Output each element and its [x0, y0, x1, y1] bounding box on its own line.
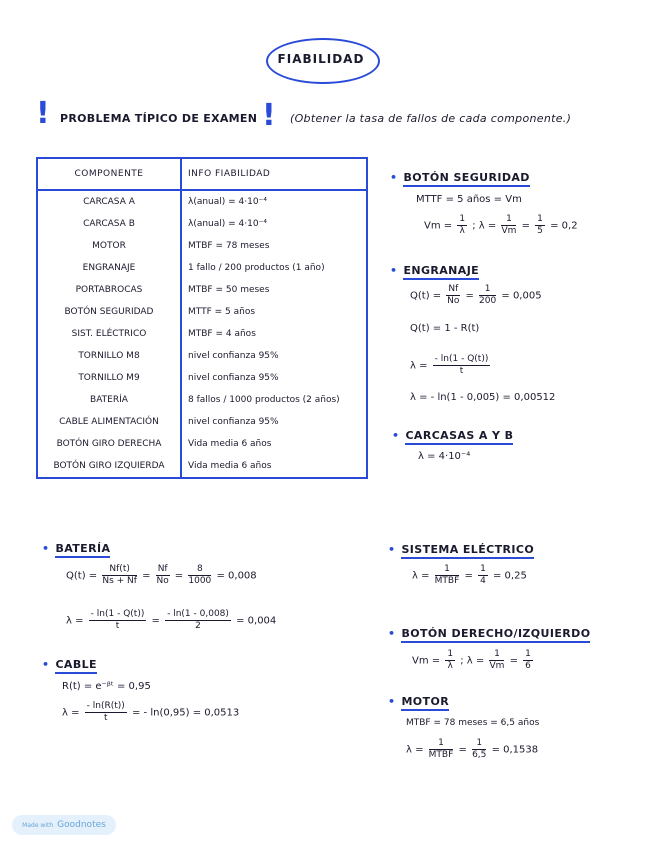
heading-boton-seguridad: BOTÓN SEGURIDAD: [403, 171, 529, 187]
heading-engranaje: ENGRANAJE: [403, 264, 479, 280]
section-motor: • MOTOR: [388, 695, 449, 708]
table-row: [37, 213, 367, 235]
table-row: [37, 235, 367, 257]
problem-title: PROBLEMA TÍPICO DE EXAMEN: [60, 112, 258, 125]
bs-line2: Vm = $\frac{1}{\lambda}$ ; λ = $\frac{1}{Vm}$ = $\frac{1}{5}$ = 0,2: [424, 214, 578, 236]
table-row: [37, 345, 367, 367]
eng-line4: λ = - ln(1 - 0,005) = 0,00512: [410, 392, 556, 403]
table-row: [37, 455, 367, 478]
section-cable: • CABLE: [42, 658, 97, 671]
heading-motor: MOTOR: [401, 695, 449, 711]
component-cell: BATERÍA: [37, 389, 181, 411]
problem-header: [36, 96, 50, 131]
table-row: [37, 257, 367, 279]
carcasas-line1: λ = 4·10⁻⁴: [418, 451, 471, 462]
eng-line2: Q(t) = 1 - R(t): [410, 323, 480, 334]
table-row: [37, 411, 367, 433]
info-cell: MTBF = 4 años: [188, 329, 256, 339]
info-cell: Vida media 6 años: [188, 439, 272, 449]
section-boton-giro: • BOTÓN DERECHO/IZQUIERDO: [388, 627, 590, 640]
info-cell: 8 fallos / 1000 productos (2 años): [188, 395, 340, 405]
table-header-row: [37, 158, 367, 190]
page-title: FIABILIDAD: [277, 52, 365, 66]
info-cell: 1 fallo / 200 productos (1 año): [188, 263, 325, 273]
info-cell: MTTF = 5 años: [188, 307, 256, 317]
table-row: [37, 433, 367, 455]
problem-note: (Obtener la tasa de fallos de cada componente.): [290, 112, 572, 125]
component-cell: CARCASA A: [37, 190, 181, 213]
component-cell: CABLE ALIMENTACIÓN: [37, 411, 181, 433]
table-row: [37, 190, 367, 213]
exclamation-icon: !: [36, 96, 50, 131]
bat-line1: Q(t) = $\frac{Nf(t)}{Ns + Nf}$ = $\frac{Nf}{No}$ = $\frac{8}{1000}$ = 0,008: [66, 564, 257, 586]
component-cell: BOTÓN SEGURIDAD: [37, 301, 181, 323]
table-row: [37, 279, 367, 301]
info-cell: MTBF = 50 meses: [188, 285, 270, 295]
sis-line1: λ = $\frac{1}{\text{MTBF}}$ = $\frac{1}{4}$ = 0,25: [412, 564, 527, 586]
info-cell: nivel confianza 95%: [188, 417, 279, 427]
table-row: [37, 367, 367, 389]
col-header-info: INFO FIABILIDAD: [181, 158, 367, 190]
table-row: [37, 323, 367, 345]
section-sistema: • SISTEMA ELÉCTRICO: [388, 543, 534, 556]
motor-line2: λ = $\frac{1}{\text{MTBF}}$ = $\frac{1}{6,5}$ = 0,1538: [406, 738, 539, 760]
section-carcasas: • CARCASAS A Y B: [392, 429, 513, 442]
component-cell: ENGRANAJE: [37, 257, 181, 279]
eng-line3: λ = $\frac{- \ln(1 - Q(t))}{t}$: [410, 354, 489, 376]
info-cell: nivel confianza 95%: [188, 351, 279, 361]
info-cell: λ(anual) = 4·10⁻⁴: [188, 219, 267, 229]
motor-line1: MTBF = 78 meses = 6,5 años: [406, 718, 540, 728]
info-cell: MTBF = 78 meses: [188, 241, 270, 251]
table-row: [37, 389, 367, 411]
heading-cable: CABLE: [55, 658, 97, 674]
info-cell: nivel confianza 95%: [188, 373, 279, 383]
component-cell: BOTÓN GIRO IZQUIERDA: [37, 455, 181, 478]
goodnotes-watermark: Made with Goodnotes: [12, 815, 116, 835]
bs-line1: MTTF = 5 años = Vm: [416, 194, 522, 205]
heading-carcasas: CARCASAS A Y B: [405, 429, 513, 445]
heading-bateria: BATERÍA: [55, 542, 110, 558]
bat-line2: λ = $\frac{- \ln(1 - Q(t))}{t}$ = $\frac{- \ln(1 - 0,008)}{2}$ = 0,004: [66, 609, 277, 631]
heading-boton-giro: BOTÓN DERECHO/IZQUIERDO: [401, 627, 590, 643]
info-cell: λ(anual) = 4·10⁻⁴: [188, 197, 267, 207]
component-cell: SIST. ELÉCTRICO: [37, 323, 181, 345]
info-cell: Vida media 6 años: [188, 461, 272, 471]
heading-sistema: SISTEMA ELÉCTRICO: [401, 543, 534, 559]
component-cell: TORNILLO M8: [37, 345, 181, 367]
component-cell: BOTÓN GIRO DERECHA: [37, 433, 181, 455]
section-engranaje: • ENGRANAJE: [390, 264, 479, 277]
giro-line1: Vm = $\frac{1}{\lambda}$ ; λ = $\frac{1}{Vm}$ = $\frac{1}{6}$: [412, 649, 531, 671]
component-cell: PORTABROCAS: [37, 279, 181, 301]
col-header-component: COMPONENTE: [37, 158, 181, 190]
section-boton-seguridad: • BOTÓN SEGURIDAD: [390, 171, 530, 184]
reliability-table: [36, 157, 368, 479]
cable-line2: λ = $\frac{- \ln(R(t))}{t}$ = - ln(0,95) = 0,0513: [62, 701, 240, 723]
cable-line1: R(t) = e⁻ᵝᵗ = 0,95: [62, 681, 151, 692]
component-cell: MOTOR: [37, 235, 181, 257]
component-cell: CARCASA B: [37, 213, 181, 235]
section-bateria: • BATERÍA: [42, 542, 110, 555]
eng-line1: Q(t) = $\frac{Nf}{No}$ = $\frac{1}{200}$ = 0,005: [410, 284, 542, 306]
table-row: [37, 301, 367, 323]
exclamation-icon-2: !: [262, 98, 276, 133]
component-cell: TORNILLO M9: [37, 367, 181, 389]
